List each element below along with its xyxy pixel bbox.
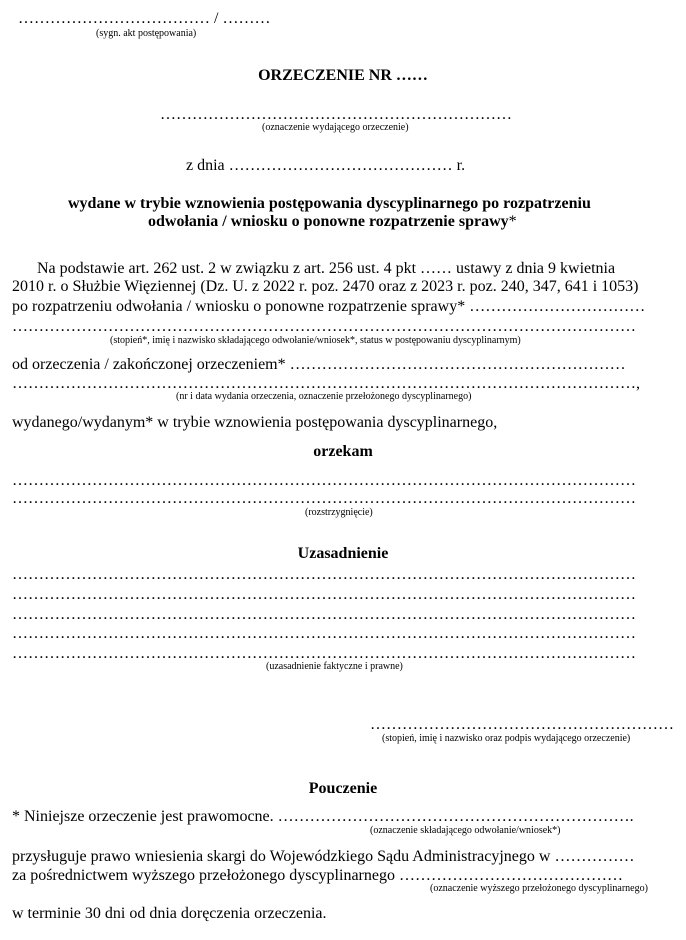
justification-line-5: ………………………………………………………………………………………………………	[12, 645, 636, 662]
issuer-line: …………………………………………………………	[160, 106, 512, 123]
date-line: z dnia …………………………………… r.	[186, 157, 466, 174]
instruction-heading: Pouczenie	[308, 780, 378, 797]
justification-line-1: ………………………………………………………………………………………………………	[12, 566, 636, 583]
ruling-line-1: ………………………………………………………………………………………………………	[12, 472, 636, 489]
justification-line-3: ………………………………………………………………………………………………………	[12, 606, 636, 623]
decision-details-hint: (nr i data wydania orzeczenia, oznaczenie przełożonego dyscyplinarnego)	[176, 391, 472, 402]
complaint-right-line: przysługuje prawo wniesienia skargi do Wojewódzkiego Sądu Administracyjnego w ……………	[12, 848, 635, 865]
ruling-line-2: ………………………………………………………………………………………………………	[12, 490, 636, 507]
justification-line-4: ………………………………………………………………………………………………………	[12, 625, 636, 642]
appellant-hint: (stopień*, imię i nazwisko składającego odwołanie/wniosek*, status w postępowaniu dyscyplinarnym)	[110, 335, 521, 346]
final-decision-hint: (oznaczenie składającego odwołanie/wniosek*)	[370, 825, 561, 836]
final-decision-line: * Niniejsze orzeczenie jest prawomocne. ………………………………………………………….	[12, 808, 634, 825]
appellant-line: ………………………………………………………………………………………………………	[12, 318, 636, 335]
legal-basis-line-2: 2010 r. o Służbie Więziennej (Dz. U. z 2022 r. poz. 2470 oraz z 2023 r. poz. 240, 347, 641 i 1053)	[12, 278, 639, 295]
case-number-hint: (sygn. akt postępowania)	[96, 28, 197, 39]
legal-basis-line-3: po rozpatrzeniu odwołania / wniosku o ponowne rozpatrzenie sprawy* ……………………………	[12, 298, 646, 315]
justification-line-2: ………………………………………………………………………………………………………	[12, 586, 636, 603]
decision-details-line: ………………………………………………………………………………………………………,	[12, 375, 640, 392]
document-title: ORZECZENIE NR ……	[258, 67, 428, 84]
superior-hint: (oznaczenie wyższego przełożonego dyscyplinarnego)	[430, 883, 648, 894]
subtitle-line-2-text: odwołania / wniosku o ponowne rozpatrzenie sprawy	[148, 213, 509, 230]
issuer-hint: (oznaczenie wydającego orzeczenie)	[262, 122, 409, 133]
from-decision-line: od orzeczenia / zakończonej orzeczeniem* ………………………………………………………	[12, 356, 626, 373]
ruling-hint: (rozstrzygnięcie)	[305, 507, 373, 518]
issued-line: wydanego/wydanym* w trybie wznowienia postępowania dyscyplinarnego,	[12, 414, 498, 431]
case-number-line: ……………………………… / ………	[18, 10, 271, 27]
signature-line: …………………………………………………	[370, 716, 674, 733]
subtitle-line-2	[148, 213, 517, 231]
subtitle-line-1: wydane w trybie wznowienia postępowania dyscyplinarnego po rozpatrzeniu	[68, 195, 591, 212]
deadline-line: w terminie 30 dni od dnia doręczenia orzeczenia.	[12, 905, 327, 922]
justification-heading: Uzasadnienie	[297, 545, 389, 562]
subtitle-asterisk: *	[508, 213, 517, 230]
via-superior-line: za pośrednictwem wyższego przełożonego dyscyplinarnego ……………………………………	[12, 867, 623, 884]
justification-hint: (uzasadnienie faktyczne i prawne)	[266, 661, 403, 672]
ruling-heading: orzekam	[313, 443, 373, 460]
signature-hint: (stopień, imię i nazwisko oraz podpis wydającego orzeczenie)	[382, 733, 631, 744]
legal-basis-line-1: Na podstawie art. 262 ust. 2 w związku z art. 256 ust. 4 pkt …… ustawy z dnia 9 kwietnia	[37, 260, 616, 277]
